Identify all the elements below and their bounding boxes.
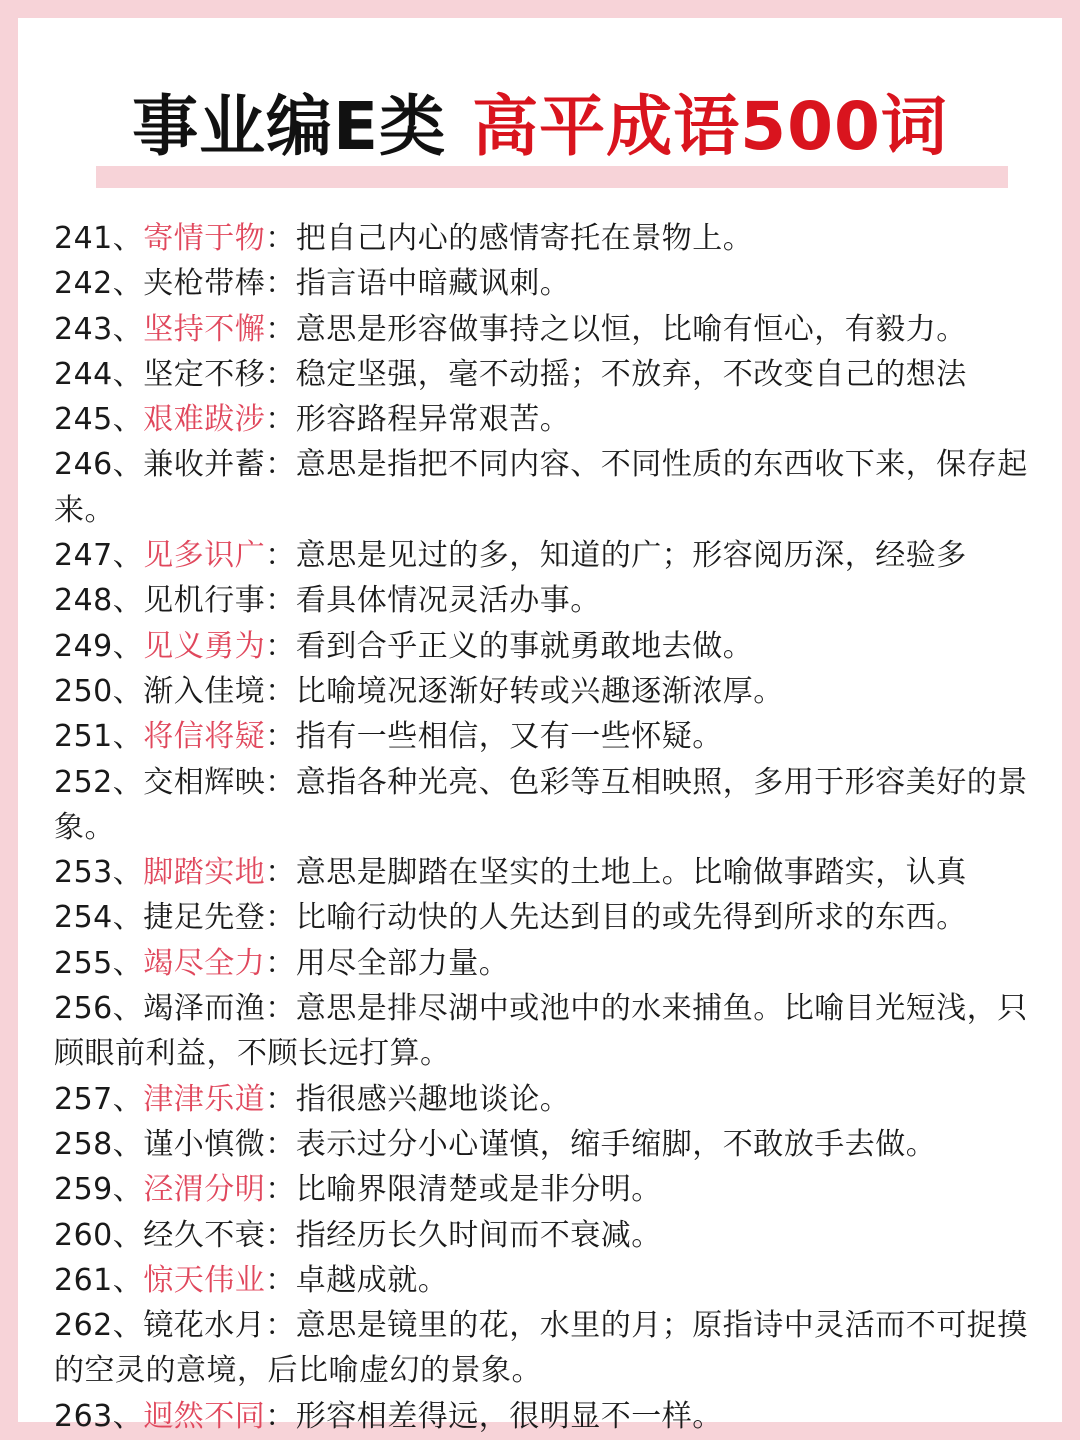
idiom-entry xyxy=(54,533,1054,578)
entry-idiom: 捷足先登 xyxy=(143,900,266,936)
entry-idiom: 见机行事 xyxy=(143,583,266,619)
entry-number: 249、 xyxy=(54,628,144,664)
entry-number: 263、 xyxy=(54,1398,144,1434)
entry-number: 253、 xyxy=(54,855,144,891)
idiom-list xyxy=(54,216,1054,1439)
entry-idiom: 经久不衰 xyxy=(143,1217,266,1253)
idiom-entry xyxy=(54,1394,1054,1439)
entry-definition: ：稳定坚强，毫不动摇；不放弃，不改变自己的想法 xyxy=(265,356,967,392)
entry-definition: ：指言语中暗藏讽刺。 xyxy=(265,266,571,302)
idiom-entry xyxy=(54,397,1054,442)
entry-idiom: 谨小慎微 xyxy=(143,1126,266,1162)
entry-idiom: 将信将疑 xyxy=(143,719,266,755)
entry-number: 243、 xyxy=(54,311,144,347)
entry-definition: ：指经历长久时间而不衰减。 xyxy=(265,1217,662,1253)
entry-idiom: 寄情于物 xyxy=(143,221,266,256)
idiom-entry xyxy=(54,578,1054,623)
entry-idiom: 竭尽全力 xyxy=(143,945,266,981)
entry-number: 257、 xyxy=(54,1081,144,1117)
entry-definition: ：意思是指把不同内容、不同性质的东西收下来，保存起来。 xyxy=(54,447,1028,528)
title-part-red: 高平成语500词 xyxy=(472,88,948,165)
entry-number: 251、 xyxy=(54,719,144,755)
idiom-entry xyxy=(54,1077,1054,1122)
entry-definition: ：意思是见过的多，知道的广；形容阅历深，经验多 xyxy=(265,538,967,574)
entry-definition: ：比喻行动快的人先达到目的或先得到所求的东西。 xyxy=(265,900,967,936)
entry-definition: ：形容路程异常艰苦。 xyxy=(265,402,571,438)
idiom-entry xyxy=(54,850,1054,895)
entry-definition: ：意思是镜里的花，水里的月；原指诗中灵活而不可捉摸的空灵的意境，后比喻虚幻的景象。 xyxy=(54,1308,1028,1389)
entry-number: 260、 xyxy=(54,1217,144,1253)
entry-idiom: 泾渭分明 xyxy=(143,1172,266,1208)
entry-idiom: 见义勇为 xyxy=(143,628,266,664)
entry-idiom: 交相辉映 xyxy=(143,764,266,800)
idiom-entry xyxy=(54,216,1054,261)
entry-number: 256、 xyxy=(54,991,144,1027)
entry-number: 250、 xyxy=(54,673,144,709)
entry-idiom: 艰难跋涉 xyxy=(143,402,266,438)
idiom-entry xyxy=(54,1258,1054,1303)
entry-number: 248、 xyxy=(54,583,144,619)
entry-definition: ：意思是排尽湖中或池中的水来捕鱼。比喻目光短浅，只顾眼前利益，不顾长远打算。 xyxy=(54,991,1028,1072)
idiom-entry xyxy=(54,442,1054,533)
idiom-entry xyxy=(54,261,1054,306)
entry-number: 261、 xyxy=(54,1262,144,1298)
entry-definition: ：意思是脚踏在坚实的土地上。比喻做事踏实，认真 xyxy=(265,855,967,891)
idiom-entry xyxy=(54,307,1054,352)
entry-definition: ：比喻界限清楚或是非分明。 xyxy=(265,1172,662,1208)
idiom-entry xyxy=(54,760,1054,851)
page-title xyxy=(18,82,1062,172)
entry-number: 252、 xyxy=(54,764,144,800)
content-card xyxy=(18,18,1062,1434)
idiom-entry xyxy=(54,1122,1054,1167)
entry-definition: ：看到合乎正义的事就勇敢地去做。 xyxy=(265,628,754,664)
entry-definition: ：表示过分小心谨慎，缩手缩脚，不敢放手去做。 xyxy=(265,1126,937,1162)
entry-definition: ：意指各种光亮、色彩等互相映照，多用于形容美好的景象。 xyxy=(54,764,1028,845)
entry-idiom: 坚持不懈 xyxy=(143,311,266,347)
entry-definition: ：意思是形容做事持之以恒，比喻有恒心，有毅力。 xyxy=(265,311,967,347)
title-underline-bar xyxy=(96,166,1008,188)
entry-definition: ：比喻境况逐渐好转或兴趣逐渐浓厚。 xyxy=(265,673,784,709)
entry-number: 244、 xyxy=(54,356,144,392)
idiom-entry xyxy=(54,624,1054,669)
entry-number: 255、 xyxy=(54,945,144,981)
idiom-entry xyxy=(54,895,1054,940)
entry-idiom: 坚定不移 xyxy=(143,356,266,392)
idiom-entry xyxy=(54,1303,1054,1394)
idiom-entry xyxy=(54,669,1054,714)
entry-number: 262、 xyxy=(54,1308,144,1344)
entry-number: 259、 xyxy=(54,1172,144,1208)
entry-idiom: 惊天伟业 xyxy=(143,1262,266,1298)
entry-number: 245、 xyxy=(54,402,144,438)
entry-idiom: 脚踏实地 xyxy=(143,855,266,891)
idiom-entry xyxy=(54,1167,1054,1212)
idiom-entry xyxy=(54,714,1054,759)
idiom-entry xyxy=(54,941,1054,986)
entry-number: 254、 xyxy=(54,900,144,936)
idiom-entry xyxy=(54,986,1054,1077)
idiom-entry xyxy=(54,1213,1054,1258)
title-part-black: 事业编E类 xyxy=(132,88,447,165)
entry-idiom: 渐入佳境 xyxy=(143,673,266,709)
entry-definition: ：指有一些相信，又有一些怀疑。 xyxy=(265,719,723,755)
entry-definition: ：形容相差得远，很明显不一样。 xyxy=(265,1398,723,1434)
entry-idiom: 迥然不同 xyxy=(143,1398,266,1434)
entry-definition: ：卓越成就。 xyxy=(265,1262,449,1298)
entry-definition: ：指很感兴趣地谈论。 xyxy=(265,1081,571,1117)
entry-idiom: 见多识广 xyxy=(143,538,266,574)
entry-idiom: 津津乐道 xyxy=(143,1081,266,1117)
entry-number: 258、 xyxy=(54,1126,144,1162)
entry-idiom: 镜花水月 xyxy=(143,1308,266,1344)
idiom-entry xyxy=(54,352,1054,397)
entry-definition: ：看具体情况灵活办事。 xyxy=(265,583,601,619)
entry-number: 246、 xyxy=(54,447,144,483)
entry-idiom: 兼收并蓄 xyxy=(143,447,266,483)
entry-number: 242、 xyxy=(54,266,144,302)
entry-definition: ：用尽全部力量。 xyxy=(265,945,510,981)
entry-idiom: 竭泽而渔 xyxy=(143,991,266,1027)
entry-number: 247、 xyxy=(54,538,144,574)
entry-number: 241、 xyxy=(54,221,144,256)
entry-idiom: 夹枪带棒 xyxy=(143,266,266,302)
entry-definition: ：把自己内心的感情寄托在景物上。 xyxy=(265,221,754,256)
